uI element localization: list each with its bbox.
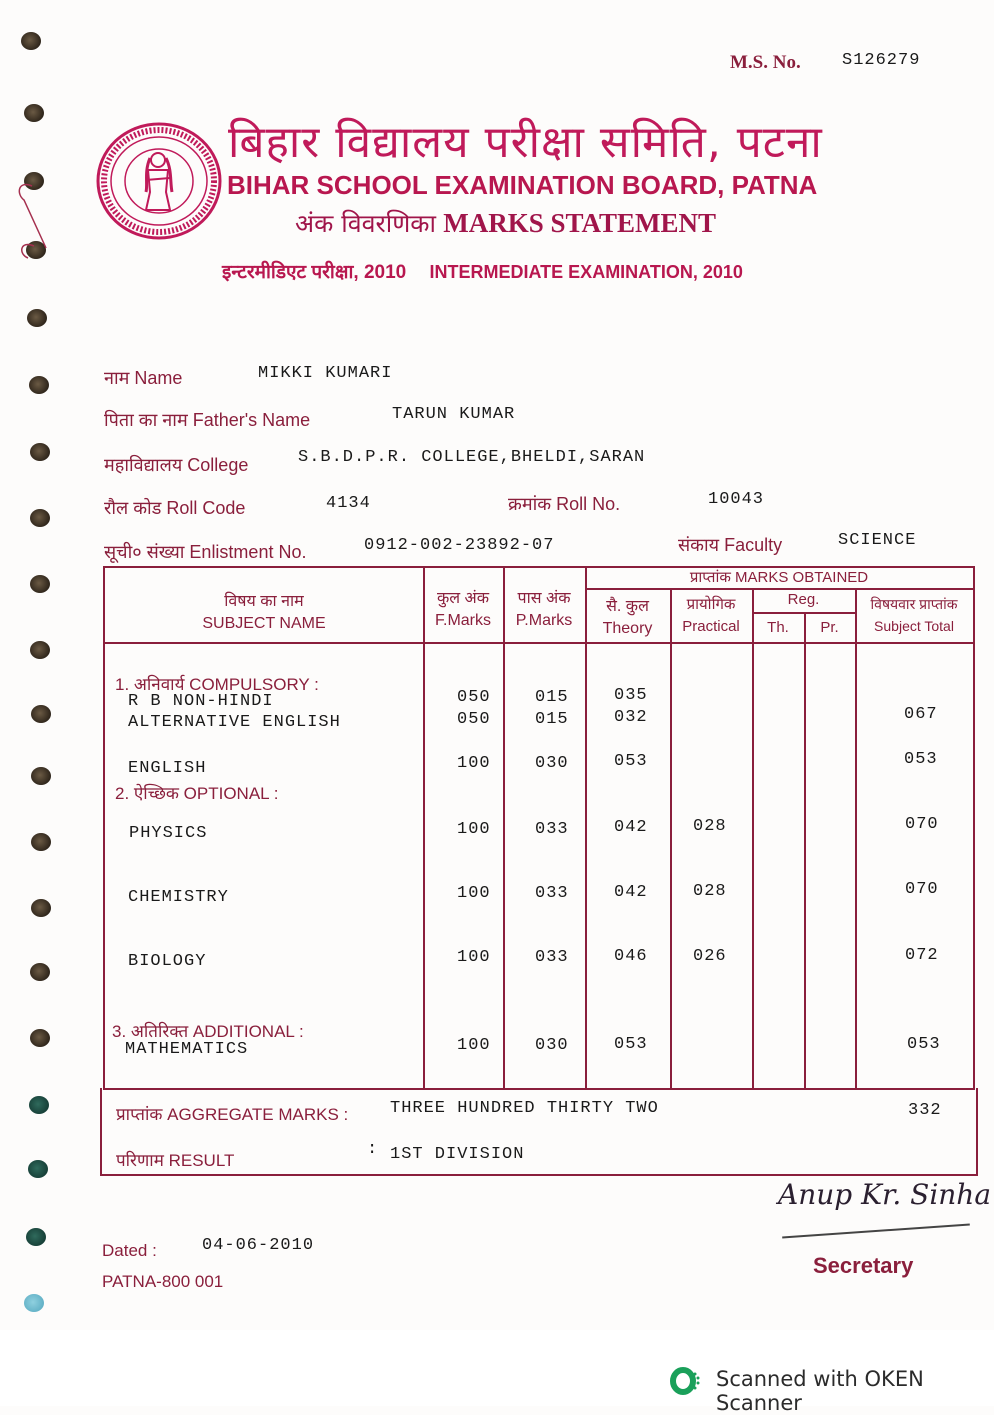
theory-marks: 032 xyxy=(614,708,648,727)
header-subject-hindi: विषय का नाम xyxy=(224,593,304,610)
punch-hole xyxy=(30,443,50,461)
full-marks: 050 xyxy=(457,688,491,707)
table-divider xyxy=(804,612,806,1088)
punch-hole xyxy=(31,767,51,785)
header-subject-english: SUBJECT NAME xyxy=(202,615,326,632)
college-name: S.B.D.P.R. COLLEGE,BHELDI,SARAN xyxy=(298,448,646,467)
aggregate-label: प्राप्तांक AGGREGATE MARKS : xyxy=(116,1105,349,1124)
date-value: 04-06-2010 xyxy=(202,1236,315,1255)
result-value: 1ST DIVISION xyxy=(390,1145,525,1164)
header-pass-marks xyxy=(503,588,585,632)
student-name: MIKKI KUMARI xyxy=(258,364,393,383)
roll-code: 4134 xyxy=(326,494,371,513)
college-label: महाविद्यालय College xyxy=(104,455,249,475)
subject-name: MATHEMATICS xyxy=(125,1040,249,1059)
header-subject xyxy=(105,591,423,635)
theory-marks: 046 xyxy=(614,947,648,966)
board-title-hindi: बिहार विद्यालय परीक्षा समिति, पटना xyxy=(228,117,823,168)
section-optional: 2. ऐच्छिक OPTIONAL : xyxy=(115,784,279,803)
punch-hole xyxy=(28,1160,48,1178)
ms-number-label: M.S. No. xyxy=(730,52,801,73)
pass-marks: 033 xyxy=(535,948,569,967)
punch-hole xyxy=(29,376,49,394)
aggregate-words: THREE HUNDRED THIRTY TWO xyxy=(390,1099,659,1118)
header-practical-hindi: प्रायोगिक xyxy=(686,596,736,613)
aggregate-box xyxy=(100,1088,978,1176)
dated-label: Dated : xyxy=(102,1241,157,1260)
result-label: परिणाम RESULT xyxy=(116,1151,235,1170)
practical-marks: 028 xyxy=(693,817,727,836)
secretary-title: Secretary xyxy=(813,1253,914,1278)
roll-code-label: रौल कोड Roll Code xyxy=(104,498,246,518)
roll-no-label: क्रमांक Roll No. xyxy=(508,494,621,514)
table-divider xyxy=(423,568,425,1088)
header-pass-marks-english: P.Marks xyxy=(515,612,573,629)
father-name: TARUN KUMAR xyxy=(392,405,516,424)
full-marks: 100 xyxy=(457,948,491,967)
header-reg-practical: Pr. xyxy=(820,619,839,636)
enlistment-number: 0912-002-23892-07 xyxy=(364,536,555,555)
subject-name: ENGLISH xyxy=(128,759,207,778)
full-marks: 050 xyxy=(457,710,491,729)
table-divider xyxy=(585,568,587,1088)
subject-total: 053 xyxy=(904,750,938,769)
secretary-signature: Anup Kr. Sinha xyxy=(778,1178,992,1211)
full-marks: 100 xyxy=(457,884,491,903)
section-compulsory: 1. अनिवार्य COMPULSORY : xyxy=(115,675,319,694)
pass-marks: 033 xyxy=(535,884,569,903)
subject-name: ALTERNATIVE ENGLISH xyxy=(128,713,341,732)
full-marks: 100 xyxy=(457,1036,491,1055)
exam-title-hindi: इन्टरमीडिएट परीक्षा, 2010 xyxy=(222,262,407,283)
header-subject-total-hindi: विषयवार प्राप्तांक xyxy=(870,596,958,612)
theory-marks: 042 xyxy=(614,818,648,837)
theory-marks: 035 xyxy=(614,686,648,705)
punch-hole xyxy=(31,705,51,723)
punch-hole xyxy=(24,104,44,122)
pass-marks: 015 xyxy=(535,688,569,707)
punch-hole xyxy=(27,309,47,327)
subject-total: 072 xyxy=(905,946,939,965)
signature-line xyxy=(782,1223,970,1238)
punch-hole xyxy=(24,1294,44,1312)
pass-marks: 030 xyxy=(535,754,569,773)
oken-scanner-logo-icon xyxy=(670,1366,702,1396)
aggregate-value: 332 xyxy=(908,1101,942,1120)
table-divider xyxy=(503,568,505,1088)
subject-name: CHEMISTRY xyxy=(128,888,229,907)
subject-name: R B NON-HINDI xyxy=(128,692,274,711)
table-divider xyxy=(105,642,973,644)
punch-hole xyxy=(31,899,51,917)
pass-marks: 015 xyxy=(535,710,569,729)
section-additional: 3. अतिरिक्त ADDITIONAL : xyxy=(112,1022,304,1041)
header-theory-english: Theory xyxy=(602,620,653,637)
roll-no: 10043 xyxy=(708,490,765,509)
marks-table xyxy=(103,566,975,1090)
subject-name: BIOLOGY xyxy=(128,952,207,971)
marks-statement-hindi: अंक विवरणिका xyxy=(295,209,436,238)
binding-thread-icon xyxy=(10,160,50,260)
pass-marks: 030 xyxy=(535,1036,569,1055)
header-practical-english: Practical xyxy=(682,618,740,635)
punch-hole xyxy=(26,1228,46,1246)
board-address: PATNA-800 001 xyxy=(102,1272,224,1291)
header-pass-marks-hindi: पास अंक xyxy=(517,590,571,607)
table-divider xyxy=(670,588,672,1088)
punch-hole xyxy=(30,575,50,593)
exam-title-english: INTERMEDIATE EXAMINATION, 2010 xyxy=(429,262,743,282)
board-title-english: BIHAR SCHOOL EXAMINATION BOARD, PATNA xyxy=(227,170,818,200)
subject-total: 070 xyxy=(905,815,939,834)
header-full-marks xyxy=(423,588,503,632)
father-name-label: पिता का नाम Father's Name xyxy=(104,410,311,430)
faculty-value: SCIENCE xyxy=(838,531,917,550)
header-practical xyxy=(670,594,752,638)
header-full-marks-hindi: कुल अंक xyxy=(436,590,490,607)
punch-hole xyxy=(30,509,50,527)
ms-number-value: S126279 xyxy=(842,51,921,70)
header-reg: Reg. xyxy=(787,591,820,608)
full-marks: 100 xyxy=(457,820,491,839)
table-divider xyxy=(752,588,754,1088)
punch-hole xyxy=(30,963,50,981)
header-theory xyxy=(585,596,670,640)
exam-title xyxy=(222,258,743,284)
punch-hole xyxy=(30,1029,50,1047)
theory-marks: 053 xyxy=(614,752,648,771)
header-subject-total-english: Subject Total xyxy=(874,618,954,634)
name-label: नाम Name xyxy=(104,368,183,388)
full-marks: 100 xyxy=(457,754,491,773)
subject-total: 053 xyxy=(907,1035,941,1054)
scanner-watermark-text: Scanned with OKEN Scanner xyxy=(716,1367,924,1415)
theory-marks: 053 xyxy=(614,1035,648,1054)
board-seal-icon xyxy=(96,122,222,240)
punch-hole xyxy=(29,1096,49,1114)
practical-marks: 028 xyxy=(693,882,727,901)
marks-statement-english: MARKS STATEMENT xyxy=(443,208,717,238)
theory-marks: 042 xyxy=(614,883,648,902)
punch-hole xyxy=(30,641,50,659)
punch-hole xyxy=(31,833,51,851)
header-full-marks-english: F.Marks xyxy=(435,612,491,629)
subject-total: 070 xyxy=(905,880,939,899)
result-colon: : xyxy=(367,1140,379,1159)
punch-hole xyxy=(21,32,41,50)
marks-statement-title xyxy=(295,206,716,240)
faculty-label: संकाय Faculty xyxy=(678,535,783,555)
table-divider xyxy=(752,612,855,614)
subject-name: PHYSICS xyxy=(129,824,208,843)
header-reg-theory: Th. xyxy=(767,619,789,636)
pass-marks: 033 xyxy=(535,820,569,839)
header-theory-hindi: सै. कुल xyxy=(606,598,649,615)
practical-marks: 026 xyxy=(693,947,727,966)
enlistment-label: सूची० संख्या Enlistment No. xyxy=(104,542,307,562)
table-divider xyxy=(855,588,857,1088)
header-subject-total xyxy=(855,593,973,637)
subject-total: 067 xyxy=(904,705,938,724)
header-marks-obtained: प्राप्तांक MARKS OBTAINED xyxy=(689,569,869,586)
